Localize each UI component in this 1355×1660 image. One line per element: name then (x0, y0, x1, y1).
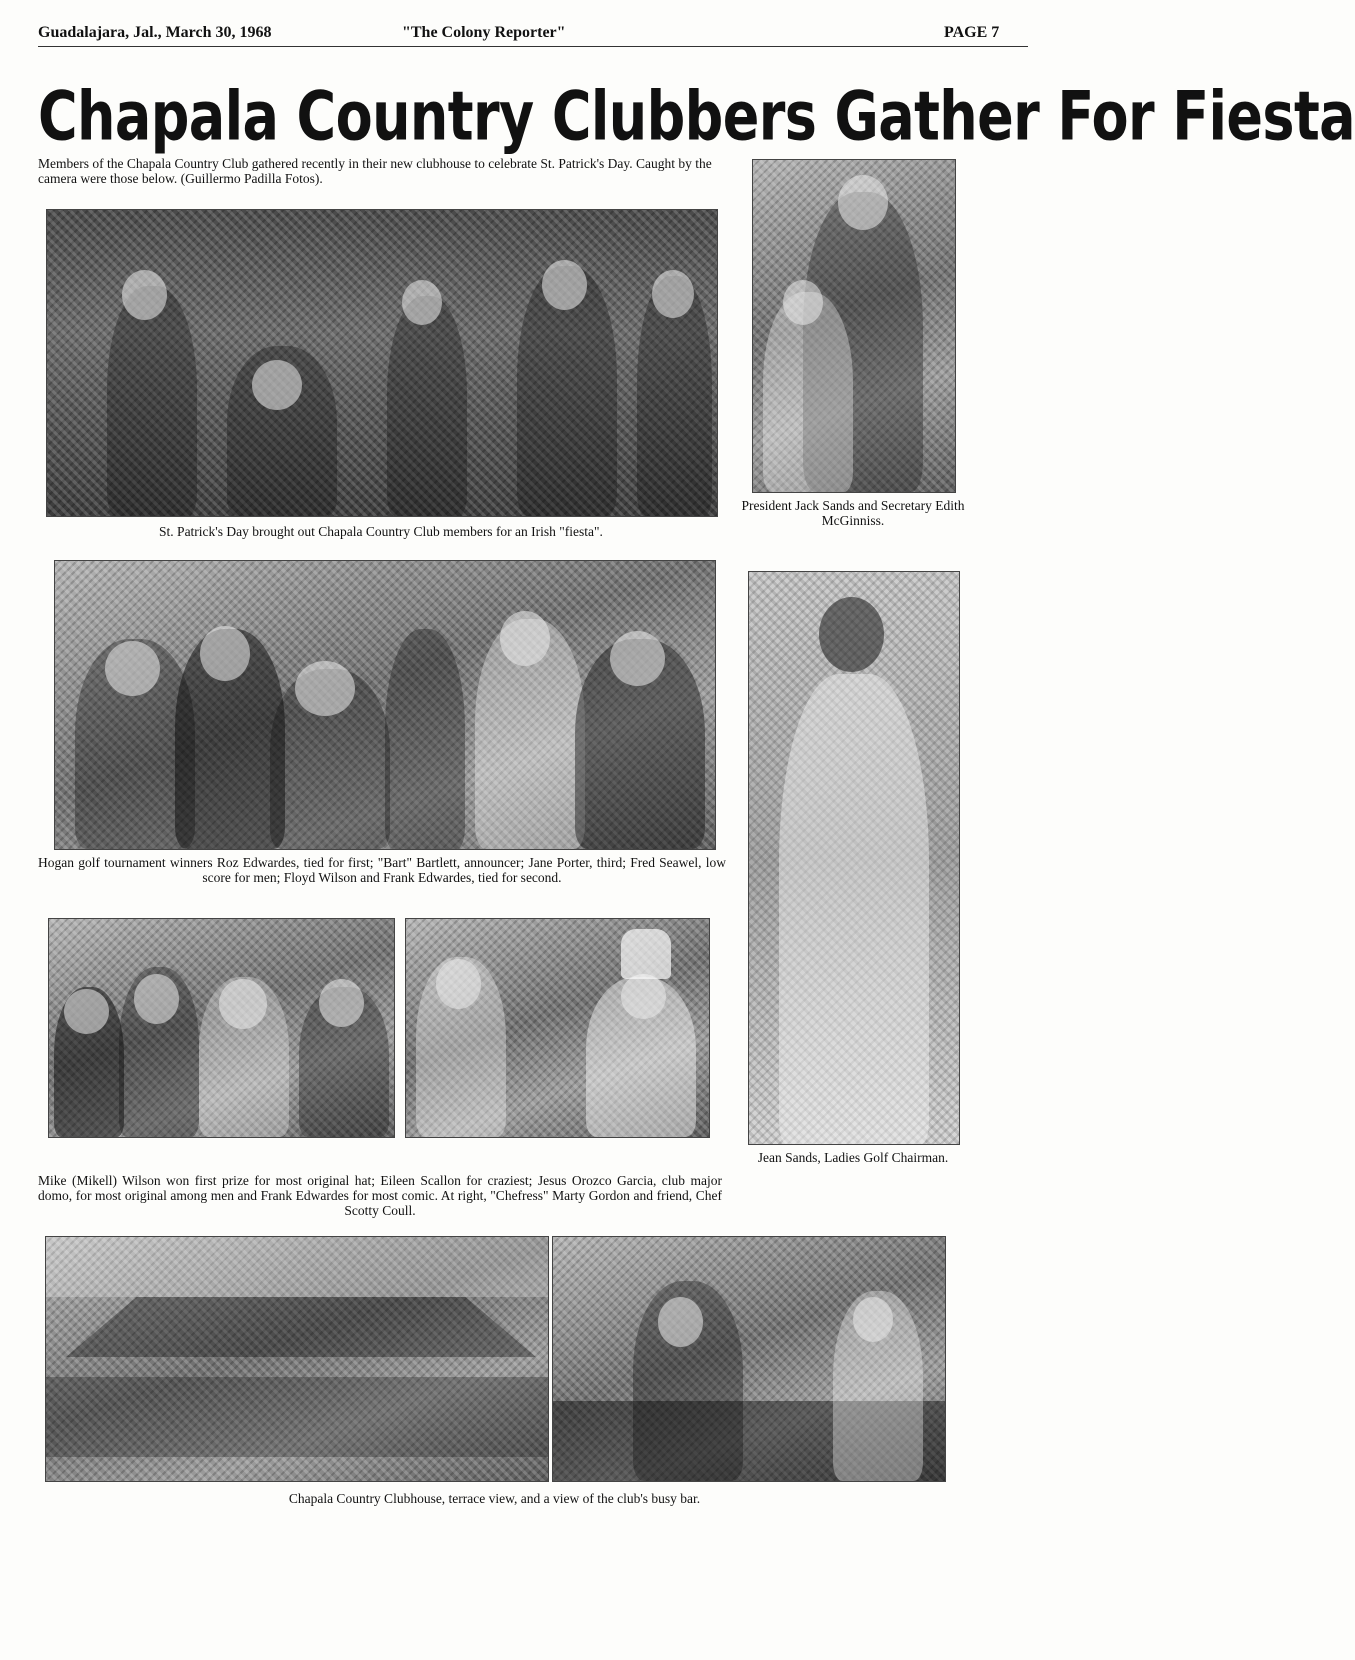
page-number: PAGE 7 (944, 24, 1000, 41)
caption-president-secretary: President Jack Sands and Secretary Edith McGinniss. (741, 498, 965, 528)
caption-hat-winners: Mike (Mikell) Wilson won first prize for most original hat; Eileen Scallon for craziest; Jesus Orozco Garcia, club major domo, for most original among men and Frank Edwardes for most comic. At right, "Chefress" Marty Gordon and friend, Chef Scotty Coull. (38, 1173, 722, 1218)
caption-irish-fiesta: St. Patrick's Day brought out Chapala Country Club members for an Irish "fiesta". (159, 524, 603, 539)
caption-golf-winners: Hogan golf tournament winners Roz Edwardes, tied for first; "Bart" Bartlett, announcer; Jane Porter, third; Fred Seawel, low score for men; Floyd Wilson and Frank Edwardes, tied for second. (38, 855, 726, 885)
photo-jean-sands (748, 571, 960, 1145)
photo-chefs (405, 918, 710, 1138)
header-rule (38, 46, 1028, 47)
intro-paragraph: Members of the Chapala Country Club gathered recently in their new clubhouse to celebrate St. Patrick's Day. Caught by the camera were those below. (Guillermo Padilla Fotos). (38, 156, 712, 186)
headline: Chapala Country Clubbers Gather For Fiesta (38, 77, 1355, 156)
dateline: Guadalajara, Jal., March 30, 1968 (38, 24, 272, 41)
photo-irish-fiesta (46, 209, 718, 517)
photo-club-bar (552, 1236, 946, 1482)
photo-hat-winners (48, 918, 395, 1138)
photo-golf-winners (54, 560, 716, 850)
newspaper-name: "The Colony Reporter" (402, 24, 566, 41)
caption-jean-sands: Jean Sands, Ladies Golf Chairman. (757, 1150, 949, 1165)
caption-clubhouse: Chapala Country Clubhouse, terrace view, and a view of the club's busy bar. (288, 1491, 701, 1506)
photo-president-secretary (752, 159, 956, 493)
photo-clubhouse-terrace (45, 1236, 549, 1482)
